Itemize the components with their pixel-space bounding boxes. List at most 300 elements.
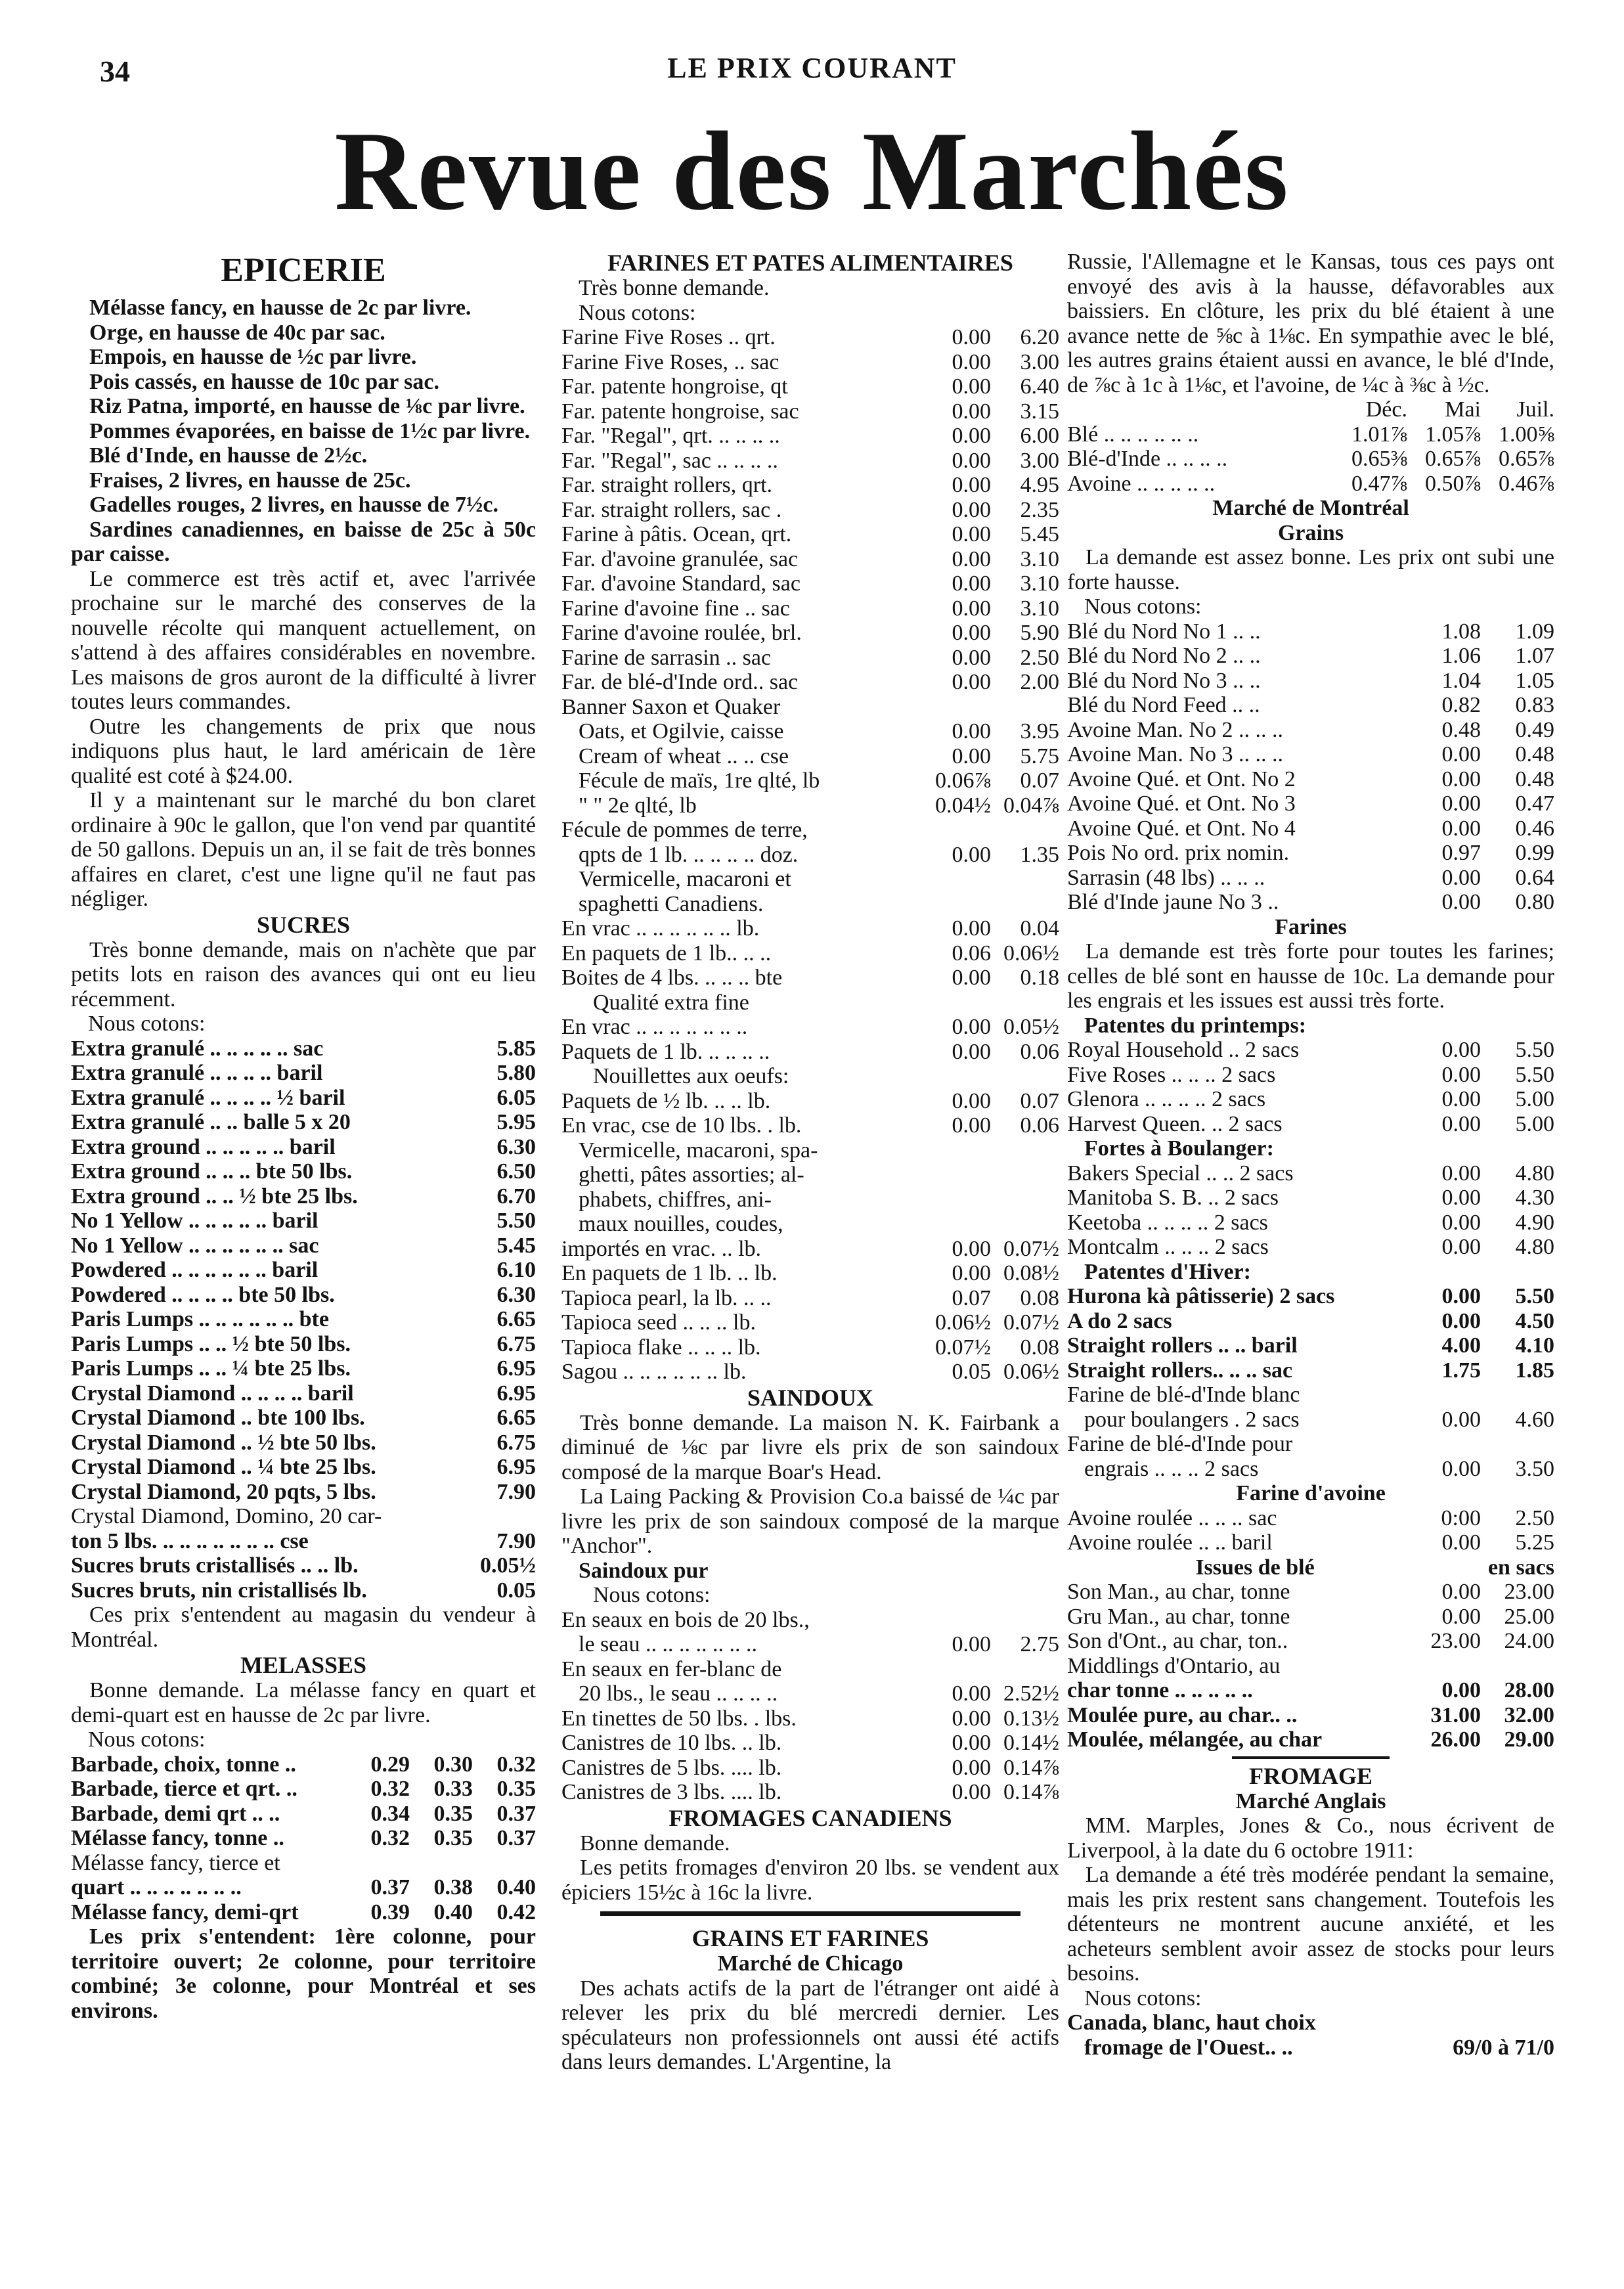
- price-row-label: Straight rollers .. .. baril: [1067, 1333, 1298, 1358]
- price-row: [71, 1356, 536, 1381]
- price-row: [71, 1406, 536, 1431]
- price-row-label: Crystal Diamond .. ¼ bte 25 lbs.: [71, 1455, 376, 1479]
- price-row: [1067, 1309, 1554, 1334]
- price-row: [561, 350, 1059, 375]
- table-header-spacer: [1067, 397, 1334, 422]
- marche-anglais-title: Marché Anglais: [1235, 1789, 1386, 1813]
- price-value: 0.06: [1020, 1039, 1059, 1064]
- price-value: 0.04: [1020, 916, 1059, 941]
- price-row: [71, 1431, 536, 1456]
- price-row-label: Extra granulé .. .. balle 5 x 20: [71, 1110, 351, 1134]
- saindoux-price-list: [561, 1681, 1059, 1805]
- paragraph: Les petits fromages d'environ 20 lbs. se vendent aux épiciers 15½c à 16c la livre.: [561, 1856, 1059, 1905]
- nous-cotons-label: Nous cotons:: [88, 1727, 206, 1752]
- price-row: [1067, 693, 1554, 718]
- price-value: 0.00: [1441, 890, 1481, 914]
- price-value: 4.00: [1441, 1333, 1481, 1358]
- printemps-title: Patentes du printemps:: [1084, 1013, 1307, 1038]
- price-row: [561, 768, 1059, 793]
- price-row-label: Five Roses .. .. .. 2 sacs: [1067, 1062, 1276, 1087]
- farines-subtitle: Farines: [1275, 914, 1347, 939]
- price-value: 0.06½: [1003, 1360, 1059, 1384]
- price-row: [1067, 816, 1554, 841]
- price-value: 0.00: [1441, 1062, 1481, 1087]
- price-value: 3.95: [1020, 719, 1059, 744]
- price-value: 0.00: [952, 670, 991, 694]
- price-row: [1067, 422, 1554, 447]
- price-row: [71, 1209, 536, 1233]
- hiver-price-list: [1067, 1284, 1554, 1383]
- price-value: 0.40: [433, 1900, 473, 1924]
- price-row-label: Glenora .. .. .. .. 2 sacs: [1067, 1087, 1266, 1111]
- price-row: [561, 1360, 1059, 1385]
- price-value: 1.09: [1515, 619, 1554, 644]
- price-value: 5.85: [496, 1036, 536, 1061]
- price-row-label: Crystal Diamond .. ½ bte 50 lbs.: [71, 1430, 376, 1455]
- price-row: [1067, 669, 1554, 694]
- melasses-price-list-2: [71, 1875, 536, 1924]
- price-row-label: Mélasse fancy, demi-qrt: [71, 1900, 299, 1924]
- price-row: [561, 966, 1059, 990]
- epicerie-change-line: Fraises, 2 livres, en hausse de 25c.: [89, 468, 411, 493]
- price-value: 23.00: [1504, 1580, 1554, 1604]
- price-value: 3.50: [1515, 1456, 1554, 1481]
- epicerie-change-line: Pois cassés, en hausse de 10c par sac.: [89, 369, 439, 394]
- price-value: 0.00: [952, 1039, 991, 1064]
- price-value: 6.05: [496, 1085, 536, 1110]
- price-row-label: Middlings d'Ontario, au: [1067, 1653, 1281, 1678]
- price-value: 0.06: [952, 941, 991, 966]
- price-value: 0.00: [952, 916, 991, 941]
- price-row: [1067, 1530, 1554, 1555]
- price-value: 0.00: [952, 522, 991, 546]
- price-value: 0.06: [1020, 1113, 1059, 1138]
- price-row-label: En vrac, cse de 10 lbs. . lb.: [561, 1113, 802, 1138]
- price-value: 31.00: [1430, 1702, 1481, 1727]
- price-row-label: Bakers Special .. .. 2 sacs: [1067, 1161, 1294, 1186]
- price-value: 0.00: [952, 399, 991, 424]
- price-row-label: quart .. .. .. .. .. .. ..: [71, 1875, 242, 1900]
- price-row: [71, 1233, 536, 1258]
- price-row-label: Harvest Queen. .. 2 sacs: [1067, 1111, 1283, 1136]
- price-row-label: Far. d'avoine Standard, sac: [561, 571, 801, 596]
- price-row: [561, 547, 1059, 572]
- price-value: 0.39: [370, 1900, 410, 1924]
- price-row-label: ton 5 lbs. .. .. .. .. .. .. .. cse: [71, 1528, 309, 1553]
- price-row-label: Farine Five Roses .. qrt.: [561, 325, 776, 349]
- price-row: [561, 1040, 1059, 1065]
- grains-intro: La demande est assez bonne. Les prix ont subi une forte hausse.: [1067, 545, 1554, 594]
- price-value: 23.00: [1430, 1629, 1481, 1653]
- price-value: 4.90: [1515, 1210, 1554, 1235]
- ble-inde-engrais-row: [1067, 1457, 1554, 1482]
- price-row-label: Mélasse fancy, tierce et: [71, 1850, 280, 1875]
- price-row-label: Paquets de ½ lb. .. .. lb.: [561, 1088, 771, 1113]
- price-row: [1067, 619, 1554, 644]
- price-row-label: Avoine .. .. .. .. ..: [1067, 471, 1216, 496]
- price-row-label: Boites de 4 lbs. .. .. .. bte: [561, 966, 783, 990]
- price-row-label: En paquets de 1 lb.. .. ..: [561, 941, 772, 966]
- price-value: 32.00: [1504, 1702, 1554, 1727]
- price-value: 0.00: [1441, 865, 1481, 890]
- price-row: [71, 1553, 536, 1578]
- price-value: 6.30: [496, 1134, 536, 1159]
- price-value: 0.65⅞: [1425, 447, 1481, 471]
- price-row: [561, 424, 1059, 449]
- issues-price-list-2: [1067, 1678, 1554, 1752]
- price-value: 2.00: [1020, 670, 1059, 694]
- price-row: [561, 793, 1059, 818]
- price-value: 0.00: [1441, 767, 1481, 791]
- price-row-label: Canistres de 10 lbs. .. lb.: [561, 1731, 782, 1755]
- price-row-label: No 1 Yellow .. .. .. .. .. .. sac: [71, 1233, 319, 1258]
- price-row: [1067, 1235, 1554, 1260]
- price-value: 0.00: [1441, 816, 1481, 841]
- price-row-label: Far. "Regal", sac .. .. .. ..: [561, 448, 778, 473]
- price-value: 0.00: [952, 448, 991, 473]
- price-row-label: Powdered .. .. .. .. bte 50 lbs.: [71, 1282, 335, 1307]
- price-value: 0.05: [952, 1360, 991, 1384]
- price-row-label: Tapioca pearl, la lb. .. ..: [561, 1285, 772, 1310]
- price-row: [561, 1632, 1059, 1657]
- section-title-montreal: Marché de Montréal: [1212, 496, 1409, 520]
- price-row-label: qpts de 1 lb. .. .. .. .. doz.: [579, 842, 799, 867]
- price-row-label: Blé du Nord No 3 .. ..: [1067, 668, 1261, 693]
- price-row-label: Cream of wheat .. .. cse: [579, 744, 789, 768]
- section-title-grains: GRAINS ET FARINES: [691, 1925, 929, 1951]
- price-value: 7.90: [496, 1479, 536, 1504]
- price-row: [1067, 1284, 1554, 1309]
- price-value: 0.00: [952, 1088, 991, 1113]
- price-row-label: Canistres de 5 lbs. .... lb.: [561, 1755, 782, 1780]
- price-row: [71, 1036, 536, 1061]
- vermicelle-line: Vermicelle, macaroni, spa-: [579, 1138, 818, 1163]
- price-row: [561, 374, 1059, 399]
- price-row: [1067, 1506, 1554, 1531]
- price-row: [1067, 791, 1554, 816]
- price-value: 5.50: [1515, 1038, 1554, 1062]
- price-row: [561, 571, 1059, 596]
- price-value: 0.00: [1441, 1111, 1481, 1136]
- price-value: 5.00: [1515, 1087, 1554, 1111]
- paragraph: Il y a maintenant sur le marché du bon claret ordinaire à 90c le gallon, que l'on vend par quantité de 50 gallons. Depuis un an, il se fait de très bonnes affaires en claret, c'est une ligne qu'il ne faut pas négliger.: [71, 788, 536, 911]
- price-row: [71, 1752, 536, 1777]
- price-row-label: Extra granulé .. .. .. .. .. sac: [71, 1036, 324, 1061]
- price-row: [561, 621, 1059, 646]
- price-row: [561, 1706, 1059, 1731]
- price-row-label: Extra ground .. .. .. .. .. baril: [71, 1134, 336, 1159]
- price-value: 0.34: [370, 1801, 410, 1826]
- price-row: [1067, 1087, 1554, 1112]
- price-value: 0.30: [433, 1752, 473, 1777]
- price-row: [1067, 1678, 1554, 1703]
- price-row: [71, 1110, 536, 1135]
- price-row-label: Tapioca flake .. .. .. lb.: [561, 1335, 761, 1360]
- issues-title: Issues de blé: [1195, 1555, 1315, 1580]
- price-row-label: En vrac .. .. .. .. .. .. lb.: [561, 916, 760, 941]
- price-row-label: Farine à pâtis. Ocean, qrt.: [561, 522, 792, 546]
- price-value: 0.47: [1515, 791, 1554, 816]
- price-value: 0.48: [1515, 742, 1554, 767]
- price-row-label: Son d'Ont., au char, ton..: [1067, 1629, 1288, 1653]
- price-row-label: Moulée, mélangée, au char: [1067, 1727, 1323, 1752]
- price-value: 0.00: [952, 325, 991, 349]
- price-row-label: Blé d'Inde jaune No 3 ..: [1067, 890, 1279, 914]
- price-row: [1067, 1629, 1554, 1654]
- paragraph: La demande a été très modérée pendant la semaine, mais les prix restent sans changement. Toutefois les détenteurs ne montrent aucune anxiété, et les acheteurs semblent avoir assez de stocks pour leurs besoins.: [1067, 1863, 1554, 1986]
- price-value: 0.80: [1515, 890, 1554, 914]
- price-value: 0.49: [1515, 717, 1554, 742]
- price-row: [1067, 1038, 1554, 1063]
- price-value: 0.06⅞: [935, 768, 991, 793]
- price-row: [561, 744, 1059, 769]
- epicerie-change-line: Blé d'Inde, en hausse de 2½c.: [89, 443, 368, 468]
- price-row-label: Crystal Diamond .. .. .. .. baril: [71, 1381, 354, 1406]
- price-row-label: Far. patente hongroise, sac: [561, 399, 799, 424]
- price-value: 0.99: [1515, 841, 1554, 865]
- price-value: 1.07: [1515, 644, 1554, 668]
- hiver-title: Patentes d'Hiver:: [1084, 1259, 1251, 1284]
- price-row-label: Extra granulé .. .. .. .. baril: [71, 1061, 323, 1085]
- price-row: [71, 1875, 536, 1900]
- price-value: 0.00: [952, 966, 991, 990]
- price-row-label: Banner Saxon et Quaker: [561, 694, 781, 719]
- saindoux-pur-title: Saindoux pur: [579, 1558, 709, 1583]
- price-value: 3.00: [1020, 448, 1059, 473]
- price-row-label: Barbade, demi qrt .. ..: [71, 1801, 280, 1826]
- price-value: 0.32: [370, 1777, 410, 1801]
- nous-cotons-label: Nous cotons:: [1084, 1986, 1202, 2011]
- price-value: 3.10: [1020, 571, 1059, 596]
- price-row: [71, 1258, 536, 1283]
- price-row-label: En seaux en fer-blanc de: [561, 1656, 782, 1681]
- price-row-label: Barbade, tierce et qrt. ..: [71, 1777, 297, 1801]
- price-value: 6.70: [496, 1184, 536, 1209]
- price-row-label: Crystal Diamond, 20 pqts, 5 lbs.: [71, 1479, 376, 1504]
- fortes-price-list: [1067, 1161, 1554, 1260]
- price-value: 5.90: [1020, 621, 1059, 645]
- price-row: [71, 1307, 536, 1332]
- price-value: 6.00: [1020, 424, 1059, 448]
- price-value: 3.10: [1020, 546, 1059, 571]
- price-row-label: Far. d'avoine granulée, sac: [561, 546, 799, 571]
- price-row-label: Crystal Diamond, Domino, 20 car-: [71, 1504, 382, 1528]
- price-row-label: Blé .. .. .. .. .. ..: [1067, 422, 1199, 447]
- price-value: 0.32: [496, 1752, 536, 1777]
- price-value: 0.00: [952, 546, 991, 571]
- price-value: 2.50: [1020, 645, 1059, 670]
- price-value: 5.25: [1515, 1530, 1554, 1555]
- price-value: 0.00: [1441, 1604, 1481, 1629]
- price-row-label: Farine de sarrasin .. sac: [561, 645, 772, 670]
- price-row: [561, 916, 1059, 941]
- price-row-label: Far. patente hongroise, qt: [561, 374, 788, 399]
- price-row-label: Blé du Nord No 1 .. ..: [1067, 619, 1261, 644]
- price-row-label: Straight rollers.. .. .. sac: [1067, 1358, 1293, 1383]
- farines-price-list: [561, 325, 1059, 695]
- grains-subtitle: Grains: [1277, 520, 1344, 545]
- price-value: 0.13½: [1003, 1706, 1059, 1731]
- price-value: 0.00: [952, 645, 991, 670]
- price-row-label: Far. "Regal", qrt. .. .. .. ..: [561, 424, 780, 448]
- price-value: 0.00: [952, 571, 991, 596]
- melasses-note: Les prix s'entendent: 1ère colonne, pour territoire ouvert; 2e colonne, pour territoire combiné; 3e colonne, pour Montréal et ses environs.: [71, 1924, 536, 2023]
- price-row-label: Avoine roulée .. .. .. sac: [1067, 1505, 1277, 1530]
- price-value: 6.40: [1020, 374, 1059, 399]
- canada-price-row: [1067, 2035, 1554, 2060]
- price-value: 0.37: [370, 1875, 410, 1900]
- price-row-label: le seau .. .. .. .. .. .. ..: [579, 1632, 757, 1656]
- price-value: 1.06: [1441, 644, 1481, 668]
- price-value: 0.00: [1441, 1407, 1481, 1432]
- price-row: [1067, 644, 1554, 669]
- price-value: 0.38: [433, 1875, 473, 1900]
- price-value: 0.06½: [1003, 941, 1059, 966]
- price-value: 0.00: [952, 1015, 991, 1039]
- price-row: [1067, 1727, 1554, 1752]
- price-row: [561, 498, 1059, 523]
- price-row: [71, 1381, 536, 1406]
- price-value: 3.00: [1020, 349, 1059, 374]
- price-row: [561, 522, 1059, 547]
- price-value: 0.00: [952, 1755, 991, 1780]
- price-value: 26.00: [1430, 1727, 1481, 1752]
- price-row-label: Farine de blé-d'Inde pour: [1067, 1432, 1293, 1456]
- price-row-label: importés en vrac. .. lb.: [561, 1236, 762, 1261]
- price-row: [561, 646, 1059, 671]
- price-row-label: Pois No ord. prix nomin.: [1067, 841, 1290, 865]
- price-row-label: A do 2 sacs: [1067, 1308, 1172, 1333]
- price-value: 0.00: [952, 1780, 991, 1804]
- grains-subtitle: Marché de Chicago: [717, 1951, 904, 1976]
- price-value: 2.50: [1515, 1505, 1554, 1530]
- price-value: 6.65: [496, 1307, 536, 1331]
- tapioca-price-list: [561, 1237, 1059, 1385]
- price-value: 0.00: [952, 719, 991, 744]
- price-value: 0.42: [496, 1900, 536, 1924]
- price-row: [1067, 1112, 1554, 1137]
- price-row-label: pour boulangers . 2 sacs: [1084, 1407, 1300, 1432]
- price-value: 6.95: [496, 1381, 536, 1406]
- price-row: [561, 941, 1059, 966]
- journal-title: LE PRIX COURANT: [667, 52, 957, 84]
- price-value: 2.75: [1020, 1632, 1059, 1656]
- price-row-label: En seaux en bois de 20 lbs.,: [561, 1607, 810, 1632]
- price-value: 0.08½: [1003, 1261, 1059, 1285]
- price-row: [71, 1529, 536, 1554]
- price-row-label: Mélasse fancy, tonne ..: [71, 1826, 284, 1850]
- price-row-label: No 1 Yellow .. .. .. .. .. baril: [71, 1209, 318, 1233]
- table-header-cell: Déc.: [1365, 397, 1407, 422]
- vermicelle-heading: [561, 867, 1059, 916]
- price-row-label: Sagou .. .. .. .. .. .. lb.: [561, 1360, 747, 1384]
- epicerie-changes: [71, 296, 536, 567]
- price-row: [71, 1900, 536, 1925]
- price-value: 1.85: [1515, 1358, 1554, 1383]
- paragraph: Bonne demande.: [580, 1831, 730, 1856]
- farine-avoine-price-list: [1067, 1506, 1554, 1555]
- price-row: [71, 1802, 536, 1827]
- price-row: [71, 1086, 536, 1111]
- price-row-label: Crystal Diamond .. bte 100 lbs.: [71, 1406, 365, 1430]
- price-row-label: Barbade, choix, tonne ..: [71, 1752, 296, 1777]
- epicerie-change-line: Orge, en hausse de 40c par sac.: [89, 320, 385, 345]
- price-value: 29.00: [1504, 1727, 1554, 1752]
- price-row: [1067, 1161, 1554, 1186]
- price-value: 0.32: [370, 1826, 410, 1850]
- sucres-intro: Très bonne demande, mais on n'achète que par petits lots en raison des avances qui ont eu lieu récemment.: [71, 937, 536, 1011]
- price-value: 0.00: [1441, 1186, 1481, 1210]
- price-value: 5.45: [496, 1233, 536, 1258]
- column-middle: [561, 250, 1059, 2075]
- price-value: 1.04: [1441, 668, 1481, 693]
- price-row: [561, 473, 1059, 498]
- price-value: 1.05: [1515, 668, 1554, 693]
- price-row-label: Montcalm .. .. .. 2 sacs: [1067, 1235, 1269, 1259]
- price-row-label: Farine d'avoine fine .. sac: [561, 596, 790, 621]
- issues-header: [1067, 1555, 1554, 1580]
- qualite-price-list: [561, 1015, 1059, 1064]
- price-value: 0.46⅞: [1499, 471, 1554, 496]
- price-value: 0.00: [952, 497, 991, 522]
- price-row: [561, 325, 1059, 350]
- price-row-label: Tapioca seed .. .. .. lb.: [561, 1310, 756, 1335]
- price-value: 28.00: [1504, 1678, 1554, 1702]
- price-row: [561, 1015, 1059, 1040]
- price-row-label: Farine d'avoine roulée, brl.: [561, 621, 802, 645]
- price-value: 1.00⅝: [1499, 422, 1554, 447]
- price-row: [1067, 447, 1554, 472]
- price-value: 0.00: [952, 842, 991, 867]
- vermicelle-line: spaghetti Canadiens.: [579, 891, 764, 916]
- price-row: [561, 1237, 1059, 1262]
- section-title-epicerie: EPICERIE: [221, 252, 386, 289]
- melasses-price-list: [71, 1752, 536, 1851]
- price-value: 4.80: [1515, 1161, 1554, 1186]
- price-row: [1067, 1211, 1554, 1235]
- grains-price-list: [1067, 619, 1554, 915]
- price-value: 0.00: [1441, 1161, 1481, 1186]
- table-header-cell: Juil.: [1516, 397, 1554, 422]
- price-row-label: Far. straight rollers, qrt.: [561, 473, 773, 497]
- saindoux-seau-row: [561, 1632, 1059, 1657]
- price-value: 0.00: [1441, 791, 1481, 816]
- price-value: 5.00: [1515, 1111, 1554, 1136]
- price-row-label: Extra granulé .. .. .. .. ½ baril: [71, 1085, 345, 1110]
- price-value: 0.05½: [480, 1553, 536, 1578]
- fecule-price-row: [561, 843, 1059, 868]
- nous-cotons-label: Nous cotons:: [88, 1011, 206, 1036]
- price-row: [1067, 1457, 1554, 1482]
- price-row-label: Blé du Nord No 2 .. ..: [1067, 644, 1261, 668]
- printemps-price-list: [1067, 1038, 1554, 1136]
- price-value: 0.00: [952, 374, 991, 399]
- epicerie-change-line: Empois, en hausse de ½c par livre.: [89, 345, 417, 369]
- price-row: [561, 843, 1059, 868]
- epicerie-change-line: Mélasse fancy, en hausse de 2c par livre.: [89, 296, 472, 320]
- price-value: 4.50: [1515, 1308, 1554, 1333]
- section-divider: [1232, 1756, 1390, 1759]
- price-value: 6.50: [496, 1159, 536, 1184]
- column-left: [71, 250, 536, 2023]
- sucres-note: Ces prix s'entendent au magasin du vendeur à Montréal.: [71, 1603, 536, 1652]
- price-row: [71, 1283, 536, 1308]
- vermicelle-assorties-heading: [561, 1138, 1059, 1237]
- price-row-label: Qualité extra fine: [593, 990, 749, 1015]
- table-header-cell: Mai: [1445, 397, 1481, 422]
- price-value: 5.50: [1515, 1284, 1554, 1308]
- price-value: 6.95: [496, 1455, 536, 1479]
